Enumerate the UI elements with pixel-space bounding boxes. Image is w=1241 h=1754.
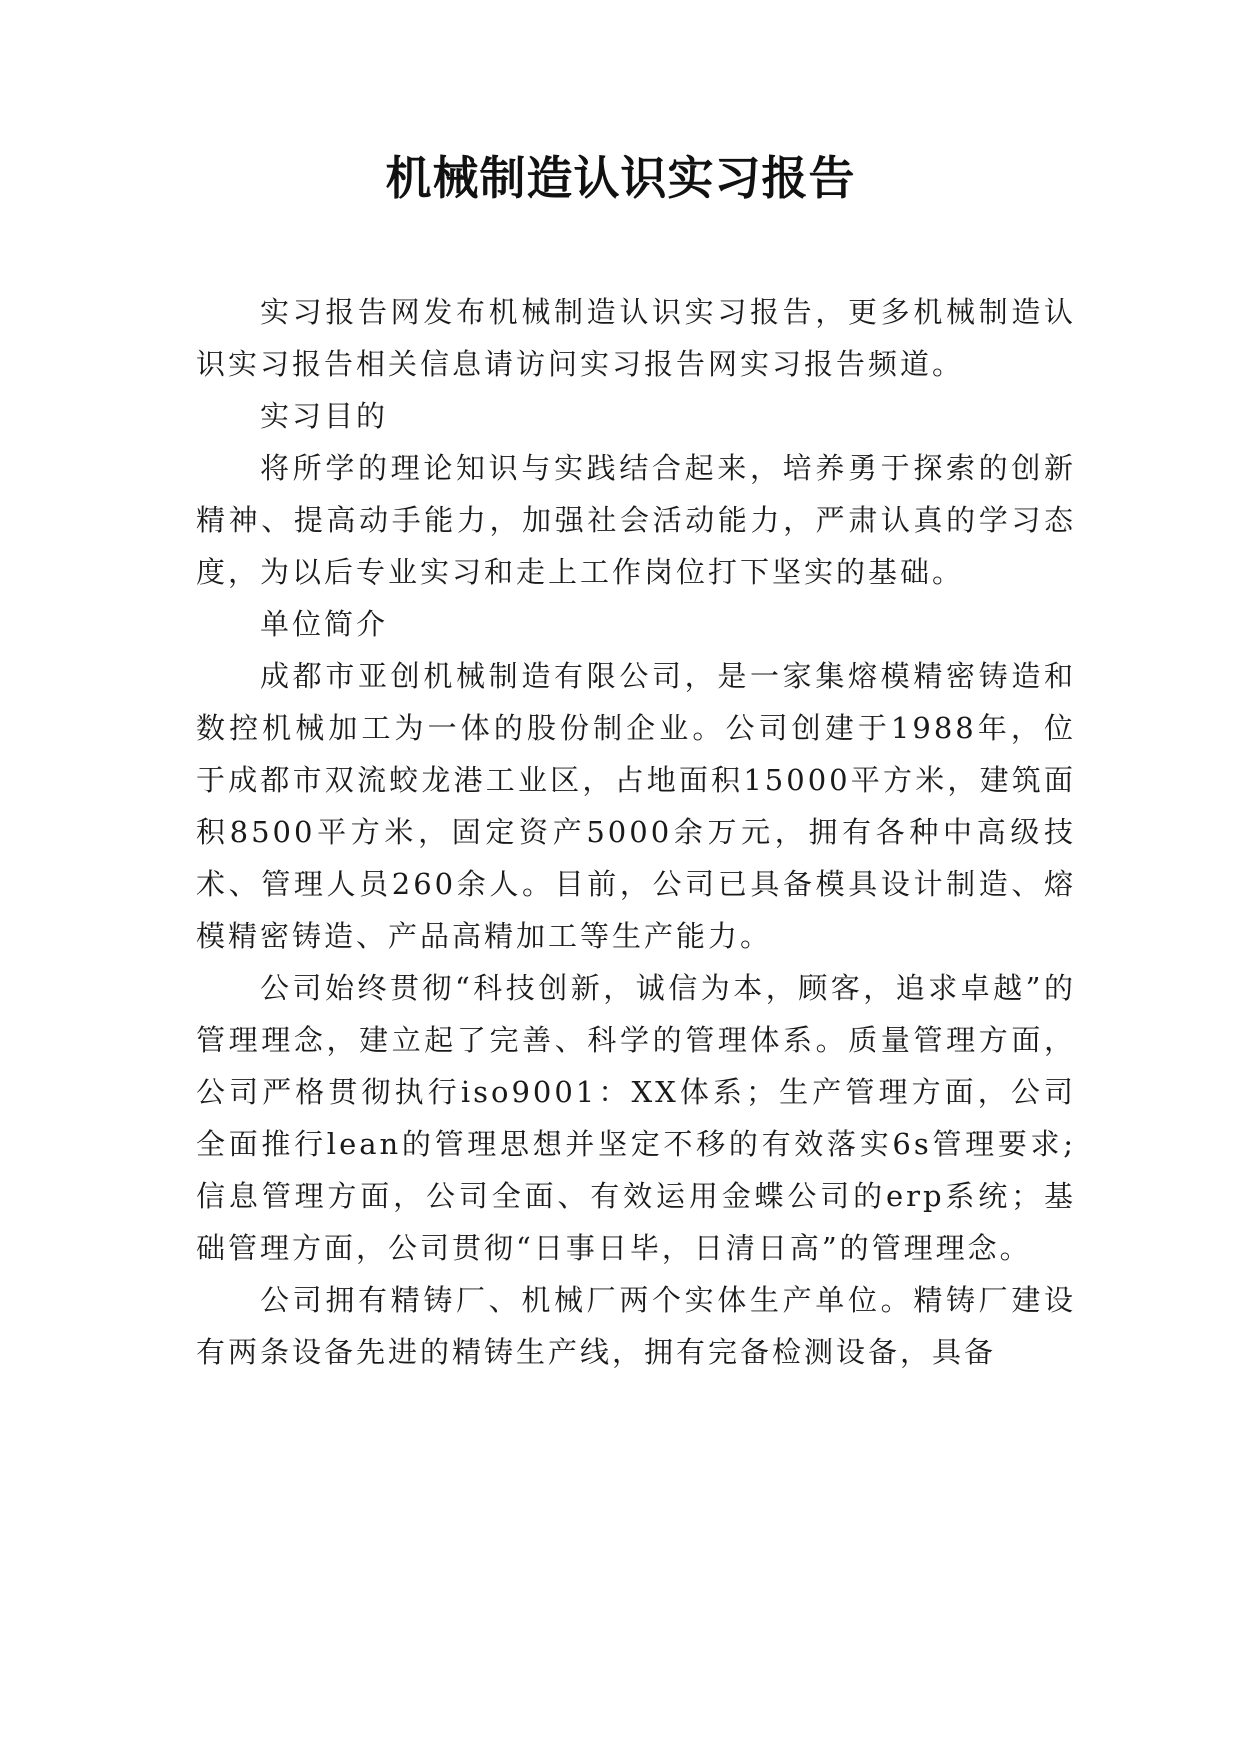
paragraph-production-units: 公司拥有精铸厂、机械厂两个实体生产单位。精铸厂建设有两条设备先进的精铸生产线，拥有完备检测设备，具备 <box>196 1283 1076 1369</box>
paragraph-purpose: 将所学的理论知识与实践结合起来，培养勇于探索的创新精神、提高动手能力，加强社会活动能力，严肃认真的学习态度，为以后专业实习和走上工作岗位打下坚实的基础。 <box>196 451 1076 589</box>
heading-purpose: 实习目的 <box>260 399 389 433</box>
document-title: 机械制造认识实习报告 <box>385 151 856 205</box>
paragraph-company-profile: 成都市亚创机械制造有限公司，是一家集熔模精密铸造和数控机械加工为一体的股份制企业。公司创建于1988年，位于成都市双流蛟龙港工业区，占地面积15000平方米，建筑面积8500平方米，固定资产5000余万元，拥有各种中高级技术、管理人员260余人。目前，公司已具备模具设计制造、熔模精密铸造、产品高精加工等生产能力。 <box>196 659 1076 953</box>
paragraph-intro: 实习报告网发布机械制造认识实习报告，更多机械制造认识实习报告相关信息请访问实习报告网实习报告频道。 <box>196 295 1076 381</box>
heading-company-profile: 单位简介 <box>260 607 389 641</box>
document-body <box>196 286 1076 1378</box>
paragraph-management: 公司始终贯彻“科技创新，诚信为本，顾客，追求卓越”的管理理念，建立起了完善、科学的管理体系。质量管理方面，公司严格贯彻执行iso9001：XX体系；生产管理方面，公司全面推行lean的管理思想并坚定不移的有效落实6s管理要求;信息管理方面，公司全面、有效运用金蝶公司的erp系统；基础管理方面，公司贯彻“日事日毕，日清日高”的管理理念。 <box>196 971 1076 1265</box>
